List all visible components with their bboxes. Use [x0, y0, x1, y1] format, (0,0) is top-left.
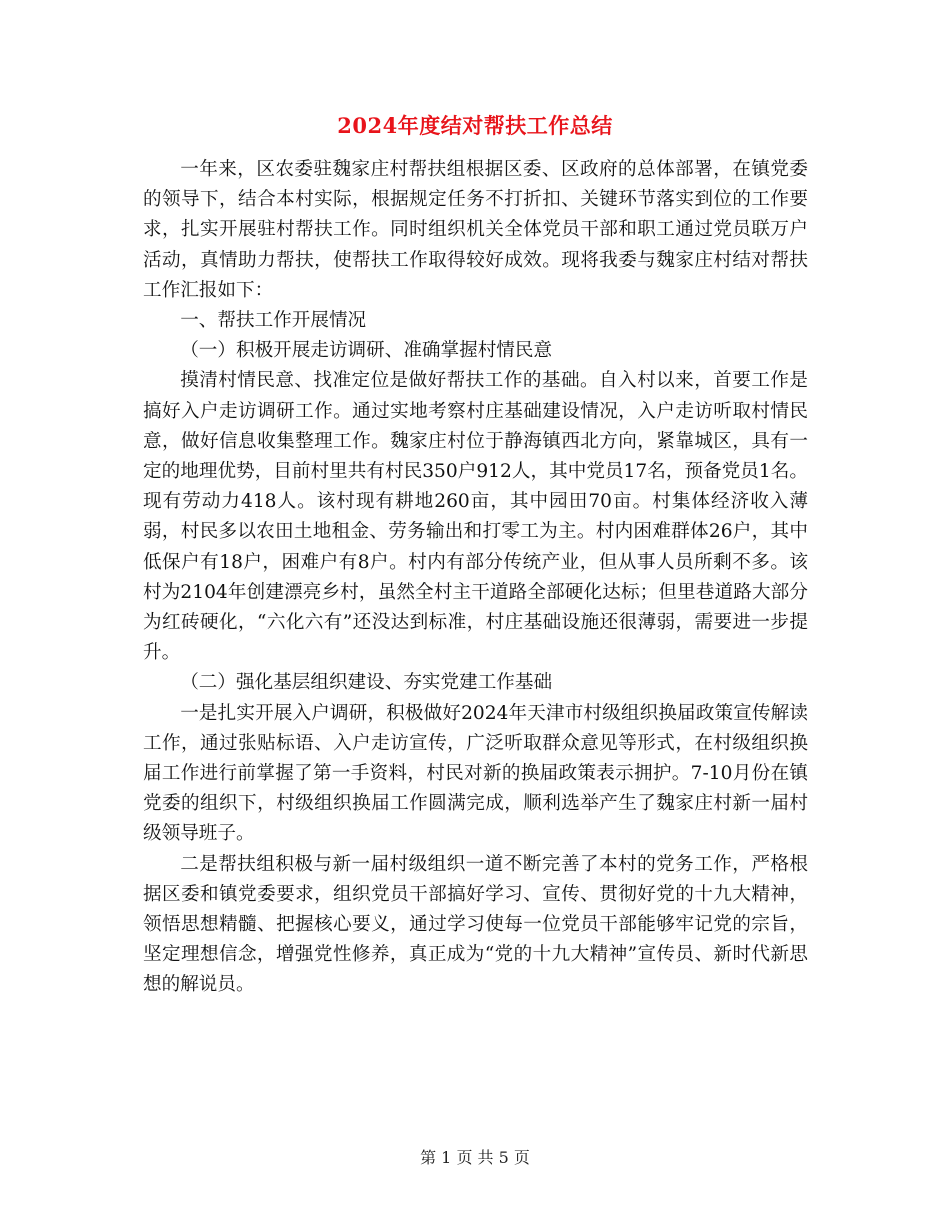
intro-paragraph: 一年来，区农委驻魏家庄村帮扶组根据区委、区政府的总体部署，在镇党委的领导下，结合本村实际，根据规定任务不打折扣、关键环节落实到位的工作要求，扎实开展驻村帮扶工作。同时组织机关全体党员干部和职工通过党员联万户活动，真情助力帮扶，使帮扶工作取得较好成效。现将我委与魏家庄村结对帮扶工作汇报如下：: [143, 159, 808, 301]
section-heading-1: 一、帮扶工作开展情况: [180, 310, 367, 332]
election-paragraph: 一是扎实开展入户调研，积极做好2024年天津市村级组织换届政策宣传解读工作，通过张贴标语、入户走访宣传，广泛听取群众意见等形式，在村级组织换届工作进行前掌握了第一手资料，村民对新的换届政策表示拥护。7-10月份在镇党委的组织下，村级组织换届工作圆满完成，顺利选举产生了魏家庄村新一届村级领导班子。: [143, 702, 808, 845]
subsection-heading-2: （二）强化基层组织建设、夯实党建工作基础: [180, 672, 553, 694]
subsection-heading-1: （一）积极开展走访调研、准确掌握村情民意: [180, 340, 553, 362]
page-number-footer: 第 1 页 共 5 页: [420, 1148, 530, 1167]
document-body: [143, 155, 808, 1001]
document-title: 2024年度结对帮扶工作总结: [337, 113, 613, 138]
village-situation-paragraph: 摸清村情民意、找准定位是做好帮扶工作的基础。自入村以来，首要工作是搞好入户走访调研工作。通过实地考察村庄基础建设情况，入户走访听取村情民意，做好信息收集整理工作。魏家庄村位于静海镇西北方向，紧靠城区，具有一定的地理优势，目前村里共有村民350户912人，其中党员17名，预备党员1名。现有劳动力418人。该村现有耕地260亩，其中园田70亩。村集体经济收入薄弱，村民多以农田土地租金、劳务输出和打零工为主。村内困难群体26户，其中低保户有18户，困难户有8户。村内有部分传统产业，但从事人员所剩不多。该村为2104年创建漂亮乡村，虽然全村主干道路全部硬化达标；但里巷道路大部分为红砖硬化，“六化六有”还没达到标准，村庄基础设施还很薄弱，需要进一步提升。: [143, 370, 808, 664]
party-work-paragraph: 二是帮扶组积极与新一届村级组织一道不断完善了本村的党务工作，严格根据区委和镇党委要求，组织党员干部搞好学习、宣传、贯彻好党的十九大精神，领悟思想精髓、把握核心要义，通过学习使每一位党员干部能够牢记党的宗旨，坚定理想信念，增强党性修养，真正成为“党的十九大精神”宣传员、新时代新思想的解说员。: [143, 853, 808, 996]
